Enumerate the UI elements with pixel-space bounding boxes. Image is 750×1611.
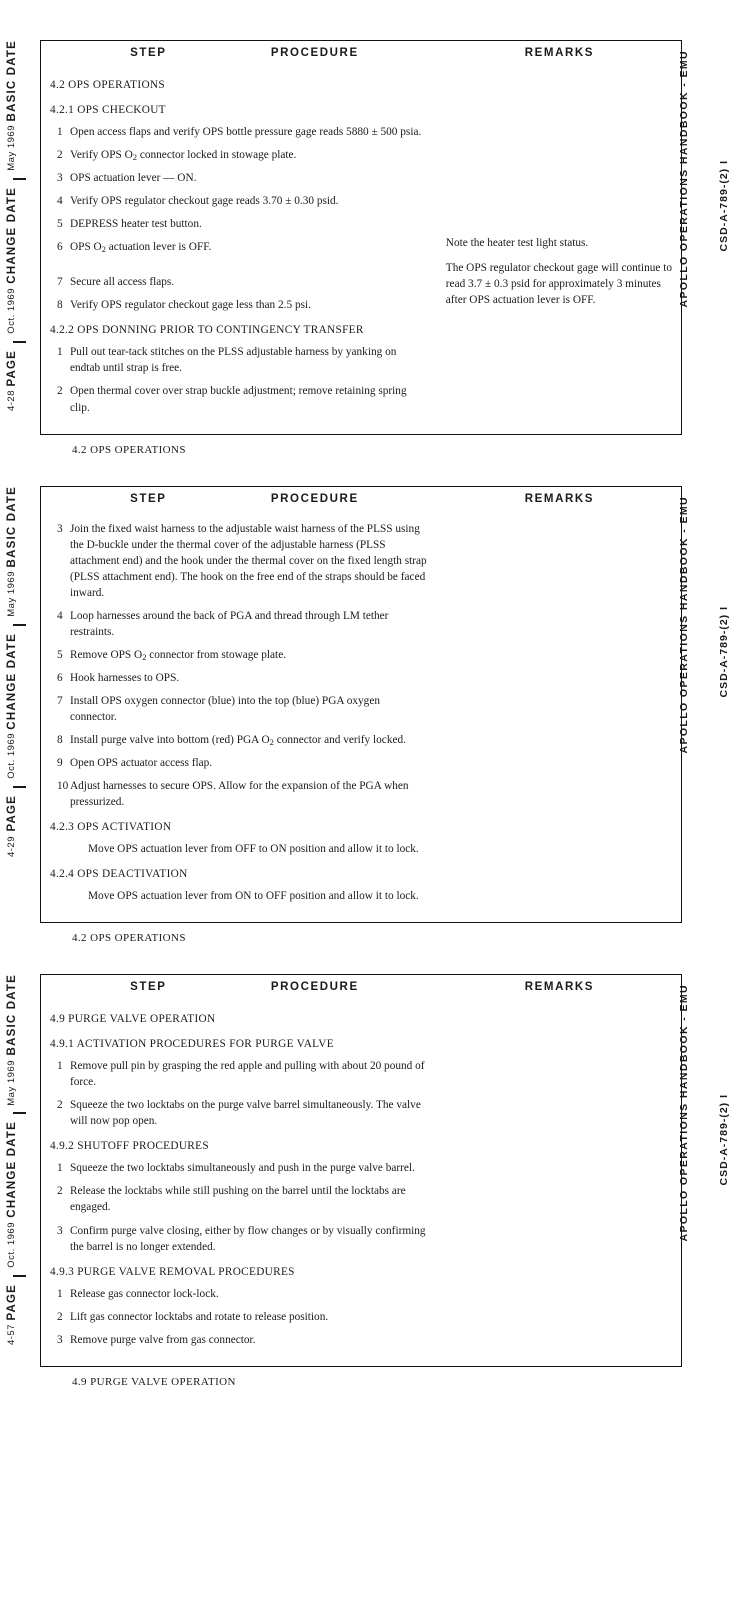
page-label: PAGE [6,795,18,832]
basic-date-value: May 1969 [6,1059,17,1106]
document-number: CSD-A-789-(2) I [718,160,730,252]
procedure-step [50,1058,427,1090]
procedure-step [50,124,427,140]
step-number: 1 [57,346,63,359]
page-margin-right [678,50,708,308]
step-number: 10 [57,780,69,792]
document-number: CSD-A-789-(2) I [718,605,730,697]
rail-divider [13,341,26,343]
handbook-page [0,486,750,945]
step-text: Move OPS actuation lever from ON to OFF position and allow it to lock. [88,890,419,903]
page-margin-right [678,496,708,754]
step-text: OPS actuation lever — ON. [70,172,197,185]
step-text: Squeeze the two locktabs on the purge valve barrel simultaneously. The valve will now pop open. [70,1099,421,1128]
step-number: 1 [57,126,63,139]
header-remarks: REMARKS [524,981,595,994]
step-text: Open thermal cover over strap buckle adjustment; remove retaining spring clip. [70,385,407,414]
procedure-step [50,521,427,601]
remark-text: The OPS regulator checkout gage will continue to read 3.7 ± 0.3 psid for approximately 3 minutes after OPS actuation lever is OFF. [445,262,672,307]
step-text: Open access flaps and verify OPS bottle pressure gage reads 5880 ± 500 psia. [70,126,422,139]
step-number: 7 [57,276,63,289]
step-number: 6 [57,241,63,254]
change-date-value: Oct. 1969 [6,287,17,334]
procedure-step [50,778,427,810]
step-text: Install purge valve into bottom (red) PGA $O_2$ connector and verify locked. [70,733,406,747]
step-text: Move OPS actuation lever from OFF to ON position and allow it to lock. [88,843,419,856]
page-number: 4-28 [6,390,17,412]
page-margin-left [6,486,32,857]
page-label: PAGE [6,1283,18,1321]
header-remarks: REMARKS [524,492,595,505]
header-step-procedure [41,487,438,512]
step-number: 2 [57,385,63,398]
step-text: Confirm purge valve closing, either by flow changes or by visually confirming the barrel is no longer extended. [70,1224,426,1253]
page-label: PAGE [6,349,18,387]
procedure-step [50,647,427,663]
page-number: 4-29 [6,835,17,857]
step-text: Join the fixed waist harness to the adjustable waist harness of the PLSS using the D-buckle under the thermal cover of the adjustable harness (PLSS attachment end) and the hook under the thermal cover on the fixed length strap (PLSS attachment end). The hook on the free end of the straps should be faced inward. [70,522,427,599]
handbook-page [0,974,750,1388]
step-text: Adjust harnesses to secure OPS. Allow for the expansion of the PGA when pressurized. [70,780,409,809]
handbook-page [0,40,750,456]
basic-date-label: BASIC DATE [6,974,18,1056]
header-step: STEP [130,492,167,505]
procedure-step [50,1309,427,1325]
procedure-step [50,239,427,255]
step-number: 8 [57,299,63,312]
step-number: 4 [57,195,63,208]
page-footnote: 4.9 PURGE VALVE OPERATION [72,1375,236,1388]
page-footnote: 4.2 OPS OPERATIONS [72,932,186,945]
procedure-cell [41,66,438,434]
step-number: 9 [57,756,63,769]
table-header-row [41,487,681,512]
step-text: Remove OPS $O_2$ connector from stowage plate. [70,648,287,662]
step-text: Remove pull pin by grasping the red apple and pulling with about 20 pound of force. [70,1060,425,1089]
procedure-cell [41,1000,438,1366]
remark-text: Note the heater test light status. [445,237,589,249]
section-heading: 4.2.4 OPS DEACTIVATION [50,868,188,881]
step-text: Release gas connector lock-lock. [70,1287,219,1300]
procedure-step [50,1160,427,1176]
step-number: 5 [57,648,63,661]
section-heading: 4.2.3 OPS ACTIVATION [50,821,172,834]
step-text: DEPRESS heater test button. [70,218,202,231]
basic-date-value: May 1969 [6,570,17,617]
step-number: 4 [57,609,63,622]
procedure-step [50,170,427,186]
handbook-title: APOLLO OPERATIONS HANDBOOK - EMU [678,984,690,1242]
procedure-step [50,1183,427,1215]
basic-date-value: May 1969 [6,125,17,172]
remarks-cell [438,66,681,434]
section-heading: 4.9.2 SHUTOFF PROCEDURES [50,1140,209,1153]
section-heading: 4.2.2 OPS DONNING PRIOR TO CONTINGENCY TRANSFER [50,324,364,337]
remarks-cell [438,512,681,923]
procedure-step [50,693,427,725]
basic-date-label: BASIC DATE [6,485,18,567]
procedure-table [40,974,682,1367]
procedure-step [50,755,427,771]
section-heading: 4.9 PURGE VALVE OPERATION [50,1013,216,1026]
section-heading: 4.2 OPS OPERATIONS [50,79,165,91]
step-number: 5 [57,218,63,231]
rail-divider [13,1275,26,1277]
step-number: 2 [57,149,63,162]
step-number: 2 [57,1099,63,1112]
page-footnote: 4.2 OPS OPERATIONS [72,443,186,456]
header-remarks: REMARKS [524,47,595,59]
step-number: 7 [57,694,63,707]
step-number: 3 [57,172,63,185]
step-text: Verify OPS regulator checkout gage reads 3.70 ± 0.30 psid. [70,195,339,208]
block-spacer [50,262,427,274]
rail-divider [13,178,26,180]
section-heading: 4.9.3 PURGE VALVE REMOVAL PROCEDURES [50,1265,295,1278]
step-number: 6 [57,671,63,684]
procedure-step [50,1223,427,1255]
header-step: STEP [130,981,167,994]
step-text: Open OPS actuator access flap. [70,756,213,769]
change-date-label: CHANGE DATE [6,187,18,284]
rail-divider [13,1112,26,1114]
header-step-procedure [41,975,438,1000]
procedure-step [50,216,427,232]
table-body-row [41,1000,681,1366]
header-procedure: PROCEDURE [270,981,359,994]
change-date-label: CHANGE DATE [6,1121,18,1219]
header-procedure: PROCEDURE [270,492,359,505]
procedure-step [50,608,427,640]
step-number: 1 [57,1162,63,1175]
step-number: 2 [57,1185,63,1198]
step-text: Pull out tear-tack stitches on the PLSS adjustable harness by yanking on endtab until strap is free. [70,346,397,375]
document-number: CSD-A-789-(2) I [718,1094,730,1186]
step-text: Secure all access flaps. [70,276,175,289]
step-number: 3 [57,1224,63,1237]
page-margin-left [6,40,32,411]
procedure-paragraph [50,888,427,904]
page-margin-right [678,984,708,1242]
handbook-title: APOLLO OPERATIONS HANDBOOK - EMU [678,495,690,754]
procedure-step [50,732,427,748]
procedure-step [50,1332,427,1348]
step-text: OPS $O_2$ actuation lever is OFF. [70,241,212,255]
procedure-step [50,1097,427,1129]
table-header-row [41,975,681,1000]
page-margin-left [6,974,32,1345]
procedure-table [40,486,682,924]
change-date-value: Oct. 1969 [6,733,17,780]
step-text: Squeeze the two locktabs simultaneously and push in the purge valve barrel. [70,1162,415,1175]
basic-date-label: BASIC DATE [6,40,18,122]
procedure-table [40,40,682,435]
step-text: Hook harnesses to OPS. [70,671,180,684]
procedure-step [50,274,427,290]
step-text: Install OPS oxygen connector (blue) into the top (blue) PGA oxygen connector. [70,694,380,723]
procedure-cell [41,512,438,923]
section-heading: 4.2.1 OPS CHECKOUT [50,104,166,117]
step-text: Lift gas connector locktabs and rotate to release position. [70,1310,329,1323]
step-number: 3 [57,522,63,535]
remarks-cell [438,1000,681,1366]
handbook-title: APOLLO OPERATIONS HANDBOOK - EMU [678,50,690,308]
rail-divider [13,786,26,788]
procedure-step [50,670,427,686]
change-date-label: CHANGE DATE [6,632,18,730]
table-body-row [41,512,681,923]
procedure-step [50,344,427,376]
procedure-step [50,297,427,313]
step-text: Remove purge valve from gas connector. [70,1333,256,1346]
step-number: 2 [57,1310,63,1323]
step-text: Loop harnesses around the back of PGA and thread through LM tether restraints. [70,609,389,638]
step-number: 3 [57,1333,63,1346]
page-number: 4-57 [6,1324,17,1346]
procedure-step [50,193,427,209]
table-body-row [41,66,681,434]
rail-divider [13,624,26,626]
step-number: 1 [57,1287,63,1300]
header-step-procedure [41,41,438,66]
step-text: Verify OPS regulator checkout gage less than 2.5 psi. [70,299,311,312]
step-text: Release the locktabs while still pushing on the barrel until the locktabs are engaged. [70,1185,406,1214]
table-header-row [41,41,681,66]
procedure-step [50,1286,427,1302]
step-number: 8 [57,733,63,746]
header-step: STEP [130,47,167,59]
procedure-paragraph [50,841,427,857]
procedure-step [50,147,427,163]
step-text: Verify OPS $O_2$ connector locked in stowage plate. [70,149,297,163]
step-number: 1 [57,1060,63,1073]
change-date-value: Oct. 1969 [6,1222,17,1268]
section-heading: 4.9.1 ACTIVATION PROCEDURES FOR PURGE VALVE [50,1038,334,1051]
procedure-step [50,383,427,415]
header-procedure: PROCEDURE [270,47,359,59]
